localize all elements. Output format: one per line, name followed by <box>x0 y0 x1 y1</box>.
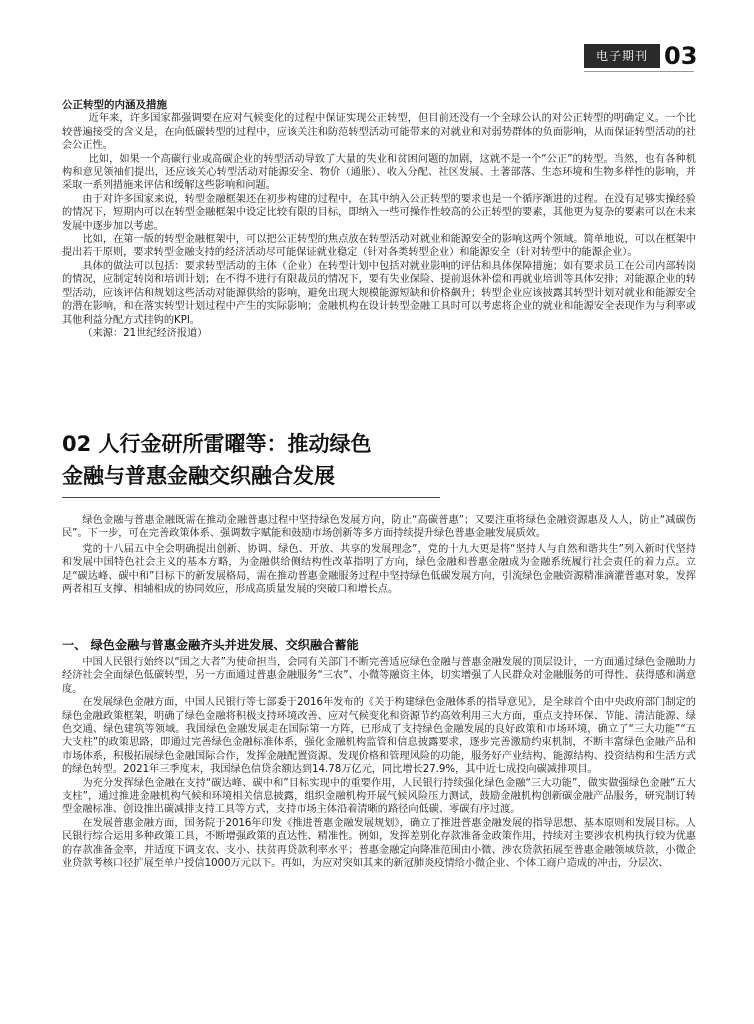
title-divider <box>62 497 440 498</box>
section-heading: 公正转型的内涵及措施 <box>62 99 167 111</box>
body-paragraph: 在发展普惠金融方面，国务院于2016年印发《推进普惠金融发展规划》，确立了推进普惠金融发展的指导思想、基本原则和发展目标。人民银行综合运用多种政策工具，不断增强政策的直达性、精准性。例如，发挥差别化存款准备金政策作用，持续对主要涉农机构执行较为优惠的存款准备金率，并适度下调支农、支小、扶贫再贷款利率水平；普惠金融定向降准范围由小微、涉农贷款拓展至普惠金融领域贷款，小微企业贷款考核口径扩展至单户授信1000万元以下。再如，为应对突如其来的新冠肺炎疫情给小微企业、个体工商户造成的冲击，分层次、 <box>62 817 696 870</box>
article-title-line-2: 金融与普惠金融交织融合发展 <box>62 464 335 488</box>
article-intro <box>62 514 696 596</box>
paragraph: 比如，如果一个高碳行业或高碳企业的转型活动导致了大量的失业和贫困问题的加剧，这就不是一个“公正”的转型。当然，也有各种机构和意见领袖们提出，还应该关心转型活动对能源安全、物价（通胀）、收入分配、社区发展、土著部落、生态环境和生物多样性的影响，并采取一系列措施来评估和缓解这些影响和问题。 <box>62 153 696 192</box>
article-body <box>62 656 696 871</box>
source-note: （来源：21世纪经济报道） <box>82 327 208 339</box>
paragraph: 由于对许多国家来说，转型金融框架还在初步构建的过程中，在其中纳入公正转型的要求也是一个循序渐进的过程。在没有足够实操经验的情况下，短期内可以在转型金融框架中设定比较有限的目标，即纳入一些可操作性较高的公正转型的要素，其他更为复杂的要素可以在未来发展中逐步加以考虑。 <box>62 193 696 232</box>
journal-tag: 电子期刊 <box>584 44 660 68</box>
paragraph: 近年来，许多国家都强调要在应对气候变化的过程中保证实现公正转型，但目前还没有一个全球公认的对公正转型的明确定义。一个比较普遍接受的含义是，在向低碳转型的过程中，应该关注和防范转型活动可能带来的对就业和对弱势群体的负面影响，从而保证转型活动的社会公正性。 <box>62 113 696 152</box>
section-just-transition <box>62 99 696 340</box>
paragraph: 比如，在第一版的转型金融框架中，可以把公正转型的焦点放在转型活动对就业和能源安全的影响这两个领域。简单地说，可以在框架中提出若干原则，要求转型金融支持的经济活动尽可能保证就业稳定（针对各类转型企业）和能源安全（针对转型中的能源企业）。 <box>62 234 696 259</box>
intro-paragraph: 绿色金融与普惠金融既需在推动金融普惠过程中坚持绿色发展方向，防止“高碳普惠”；又要注重将绿色金融资源惠及人人，防止“减碳伤民”。下一步，可在完善政策体系、强调数字赋能和鼓励市场创新等多方面持续提升绿色普惠金融发展质效。 <box>62 515 696 540</box>
article-title-line-1: 02 人行金研所雷曜等：推动绿色 <box>62 432 372 456</box>
body-paragraph: 为充分发挥绿色金融在支持“碳达峰、碳中和”目标实现中的重要作用，人民银行持续强化绿色金融“三大功能”，做实做强绿色金融“五大支柱”，通过推进金融机构气候和环境相关信息披露，组织金融机构开展气候风险压力测试，鼓励金融机构创新碳金融产品服务，研究制订转型金融标准、创设推出碳减排支持工具等方式，支持市场主体沿着清晰的路径向低碳、零碳有序过渡。 <box>62 777 696 816</box>
article-title <box>62 428 696 492</box>
section-title: 一、 绿色金融与普惠金融齐头并进发展、交织融合蓄能 <box>62 638 359 652</box>
paragraph: 具体的做法可以包括：要求转型活动的主体（企业）在转型计划中包括对就业影响的评估和具体保障措施；如有要求员工在公司内部转岗的情况，应制定转岗和培训计划；在不得不进行有限裁员的情况下，要有失业保险、提前退休补偿和再就业培训等具体安排；对能源企业的转型活动，应该评估和规划这些活动对能源供给的影响，避免出现大规模能源短缺和价格飙升；转型企业应该披露其转型计划对就业和能源安全的潜在影响，和在落实转型计划过程中产生的实际影响；金融机构在设计转型金融工具时可以考虑将企业的就业和能源安全表现作为与利率或其他利益分配方式挂钩的KPI。 <box>62 260 696 326</box>
body-paragraph: 在发展绿色金融方面，中国人民银行等七部委于2016年发布的《关于构建绿色金融体系的指导意见》，是全球首个由中央政府部门制定的绿色金融政策框架，明确了绿色金融将积极支持环境改善、应对气候变化和资源节约高效利用三大方面，重点支持环保、节能、清洁能源、绿色交通、绿色建筑等领域。我国绿色金融发展走在国际第一方阵，已形成了支持绿色金融发展的良好政策和市场环境，确立了“三大功能”“五大支柱”的政策思路，即通过完善绿色金融标准体系，强化金融机构监管和信息披露要求，逐步完善激励约束机制，不断丰富绿色金融产品和市场体系，积极拓展绿色金融国际合作，发挥金融配置资源、发现价格和管理风险的功能，服务好产业结构、能源结构、投资结构和生活方式的绿色转型。2021年三季度末，我国绿色信贷余额达到14.78万亿元，同比增长27.9%，其中近七成投向碳减排项目。 <box>62 697 696 776</box>
page-number: 03 <box>664 42 698 70</box>
intro-paragraph: 党的十八届五中全会明确提出创新、协调、绿色、开放、共享的发展理念”，党的十九大更是将“坚持人与自然和谐共生”列入新时代坚持和发展中国特色社会主义的基本方略，为金融供给侧结构性改革指明了方向，绿色金融和普惠金融成为金融系统履行社会责任的着力点。立足“碳达峰、碳中和”目标下的新发展格局，需在推动普惠金融服务过程中坚持绿色低碳发展方向，引流绿色金融资源精准滴灌普惠对象，发挥两者相互支撑、相辅相成的协同效应，形成高质量发展的突破口和增长点。 <box>62 543 696 596</box>
header-divider <box>584 71 694 72</box>
body-paragraph: 中国人民银行始终以“国之大者”为使命担当，会同有关部门不断完善适应绿色金融与普惠金融发展的顶层设计，一方面通过绿色金融助力经济社会全面绿色低碳转型，另一方面通过普惠金融服务“三农”、小微等融资主体，切实增强了人民群众对金融服务的可得性、获得感和满意度。 <box>62 657 696 695</box>
